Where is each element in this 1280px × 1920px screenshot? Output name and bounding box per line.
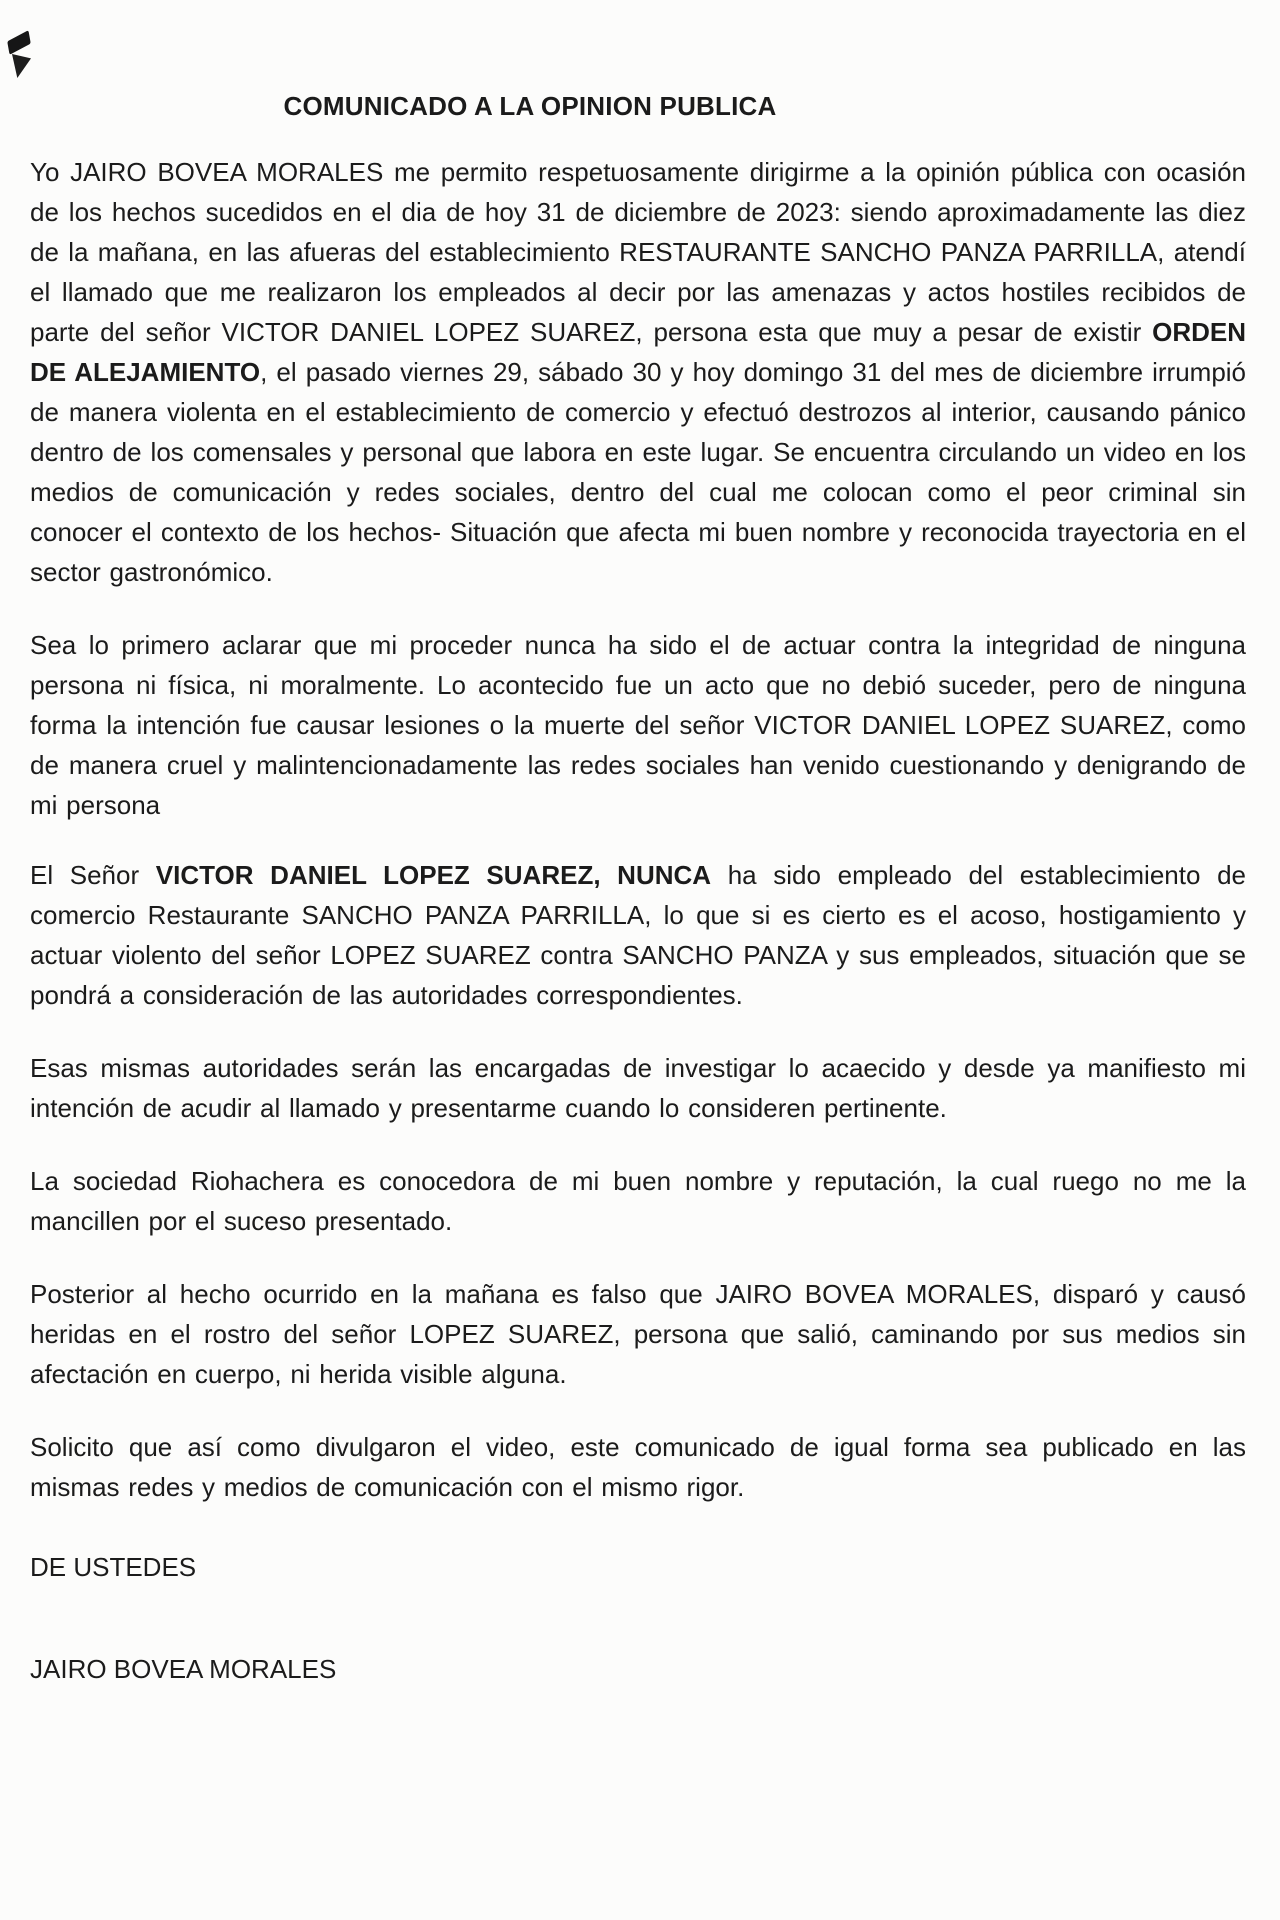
paragraph-7	[30, 1427, 1246, 1507]
text-run: El Señor	[30, 860, 156, 890]
text-run: Solicito que así como divulgaron el video, este comunicado de igual forma sea publicado en las mismas redes y medios de comunicación con el mismo rigor.	[30, 1432, 1246, 1502]
closing-line: DE USTEDES	[30, 1552, 197, 1582]
scan-artifact	[7, 30, 31, 55]
paragraph-2	[30, 625, 1246, 825]
text-run: , el pasado viernes 29, sábado 30 y hoy domingo 31 del mes de diciembre irrumpió de manera violenta en el establecimiento de comercio y efectuó destrozos al interior, causando pánico dentro de los comensales y personal que labora en este lugar. Se encuentra circulando un video en los medios de comunicación y redes sociales, dentro del cual me colocan como el peor criminal sin conocer el contexto de los hechos- Situación que afecta mi buen nombre y reconocida trayectoria en el sector gastronómico.	[30, 357, 1247, 587]
paragraph-3	[30, 855, 1246, 1015]
scan-artifact	[12, 54, 31, 78]
text-run: ha sido empleado del establecimiento de comercio Restaurante SANCHO PANZA PARRILLA, lo que si es cierto es el acoso, hostigamiento y actuar violento del señor LOPEZ SUAREZ contra SANCHO PANZA y sus empleados, situación que se pondrá a consideración de las autoridades correspondientes.	[30, 860, 1246, 1010]
signature-name: JAIRO BOVEA MORALES	[30, 1654, 337, 1684]
paragraph-1	[30, 152, 1246, 592]
text-run: La sociedad Riohachera es conocedora de mi buen nombre y reputación, la cual ruego no me la mancillen por el suceso presentado.	[30, 1166, 1246, 1236]
text-run: Esas mismas autoridades serán las encargadas de investigar lo acaecido y desde ya manifiesto mi intención de acudir al llamado y presentarme cuando lo consideren pertinente.	[30, 1053, 1246, 1123]
paragraph-6	[30, 1274, 1246, 1394]
bold-emphasis: ORDEN DE ALEJAMIENTO	[30, 317, 1246, 387]
document-body	[30, 152, 1246, 1507]
bold-emphasis: VICTOR DANIEL LOPEZ SUAREZ, NUNCA	[155, 860, 712, 890]
text-run: Posterior al hecho ocurrido en la mañana es falso que JAIRO BOVEA MORALES, disparó y causó heridas en el rostro del señor LOPEZ SUAREZ, persona que salió, caminando por sus medios sin afectación en cuerpo, ni herida visible alguna.	[30, 1279, 1246, 1389]
paragraph-5	[30, 1161, 1246, 1241]
paragraph-4	[30, 1048, 1246, 1128]
document-title: COMUNICADO A LA OPINION PUBLICA	[283, 91, 777, 121]
text-run: Sea lo primero aclarar que mi proceder nunca ha sido el de actuar contra la integridad de ninguna persona ni física, ni moralmente. Lo acontecido fue un acto que no debió suceder, pero de ninguna forma la intención fue causar lesiones o la muerte del señor VICTOR DANIEL LOPEZ SUAREZ, como de manera cruel y malintencionadamente las redes sociales han venido cuestionando y denigrando de mi persona	[30, 630, 1246, 820]
text-run: Yo JAIRO BOVEA MORALES me permito respetuosamente dirigirme a la opinión pública con ocasión de los hechos sucedidos en el dia de hoy 31 de diciembre de 2023: siendo aproximadamente las diez de la mañana, en las afueras del establecimiento RESTAURANTE SANCHO PANZA PARRILLA, atendí el llamado que me realizaron los empleados al decir por las amenazas y actos hostiles recibidos de parte del señor VICTOR DANIEL LOPEZ SUAREZ, persona esta que muy a pesar de existir	[30, 157, 1246, 347]
